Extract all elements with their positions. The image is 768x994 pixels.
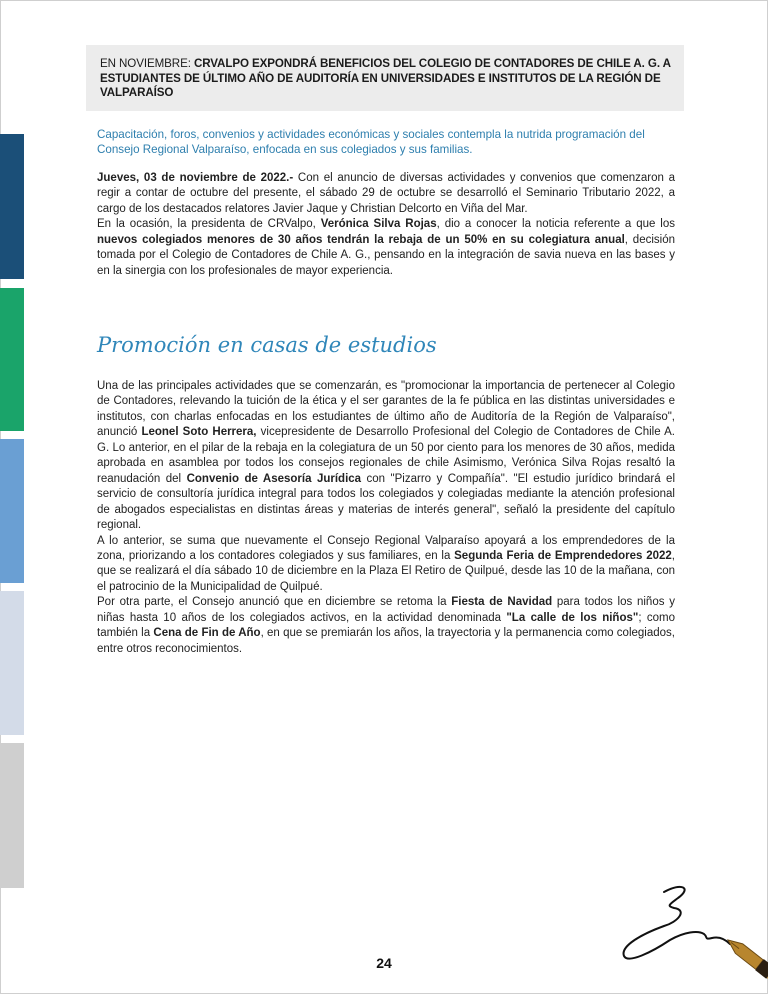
intro-paragraph-2: En la ocasión, la presidenta de CRValpo, Verónica Silva Rojas, dio a conocer la noticia referente a que los nuevos colegiados menores de 30 años tendrán la rebaja de un 50% en su colegiatura anual, decisión tomada por el Colegio de Contadores de Chile A. G., pensando en la integración de savia nueva en las bases y en la sinergia con los profesionales de mayor experiencia. xyxy=(97,218,675,277)
page-number: 24 xyxy=(376,955,392,971)
article-date: Jueves, 03 de noviembre de 2022.- xyxy=(97,172,294,184)
fountain-pen-signature-icon xyxy=(612,878,768,994)
lead-paragraph: Capacitación, foros, convenios y actividades económicas y sociales contempla la nutrida programación del Consejo Regional Valparaíso, enfocada en sus colegiados y sus familias. xyxy=(97,128,645,156)
sidebar-bar-green xyxy=(0,288,24,431)
intro-section xyxy=(97,171,675,279)
section-paragraph-1: Una de las principales actividades que se comenzarán, es "promocionar la importancia de pertenecer al Colegio de Contadores, relevando la tuición de la ética y el ser garantes de la fe pública en las distintas universidades e institutos, con charlas enfocadas en los estudiantes de último año de Auditoría de la Región de Valparaíso", anunció Leonel Soto Herrera, vicepresidente de Desarrollo Profesional del Colegio de Contadores de Chile A. G. Lo anterior, en el pilar de la rebaja en la colegiatura de un 50 por ciento para los menores de 30 años, medida aprobada en asamblea por todos los consejos regionales de chile Asimismo, Verónica Silva Rojas resaltó la reanudación del Convenio de Asesoría Jurídica con "Pizarro y Compañía". "El estudio jurídico brindará el servicio de consultoría jurídica integral para todos los colegiados y colegiadas mediante la atención profesional de abogados especialistas en distintas áreas y materias de interés general", señaló la presidente del capítulo regional. xyxy=(97,380,676,532)
sidebar-bar-blue xyxy=(0,439,24,583)
headline-title: CRVALPO EXPONDRÁ BENEFICIOS DEL COLEGIO DE CONTADORES DE CHILE A. G. A ESTUDIANTES DE ÚLTIMO AÑO DE AUDITORÍA EN UNIVERSIDADES E INSTITUTOS DE LA REGIÓN DE VALPARAÍSO xyxy=(100,57,671,99)
sidebar-bar-lightblue xyxy=(0,591,24,735)
section-heading: Promoción en casas de estudios xyxy=(97,333,437,357)
sidebar-bar-navy xyxy=(0,134,24,279)
intro-paragraph-1: Jueves, 03 de noviembre de 2022.- Con el anuncio de diversas actividades y convenios que comenzaron a regir a contar de octubre del presente, el sábado 29 de octubre se desarrolló el Seminario Tributario 2022, a cargo de los destacados relatores Javier Jaque y Christian Delcorto en Viña del Mar. xyxy=(97,172,675,215)
headline-box xyxy=(86,45,684,111)
sidebar-bar-gray xyxy=(0,743,24,888)
section-paragraph-2: A lo anterior, se suma que nuevamente el Consejo Regional Valparaíso apoyará a los emprendedores de la zona, priorizando a los contadores colegiados y sus familiares, en la Segunda Feria de Emprendedores 2022, que se realizará el día sábado 10 de diciembre en la Plaza El Retiro de Quilpué, desde las 10 de la mañana, con el patrocinio de la Municipalidad de Quilpué. xyxy=(97,534,675,593)
section-paragraph-3: Por otra parte, el Consejo anunció que en diciembre se retoma la Fiesta de Navidad para todos los niños y niñas hasta 10 años de los colegiados activos, en la actividad denominada "La calle de los niños"; como también la Cena de Fin de Año, en que se premiarán los años, la trayectoria y la permanencia como colegiados, entre otros reconocimientos. xyxy=(97,596,676,655)
section-body xyxy=(97,379,675,657)
headline-prefix: EN NOVIEMBRE: xyxy=(100,57,194,70)
